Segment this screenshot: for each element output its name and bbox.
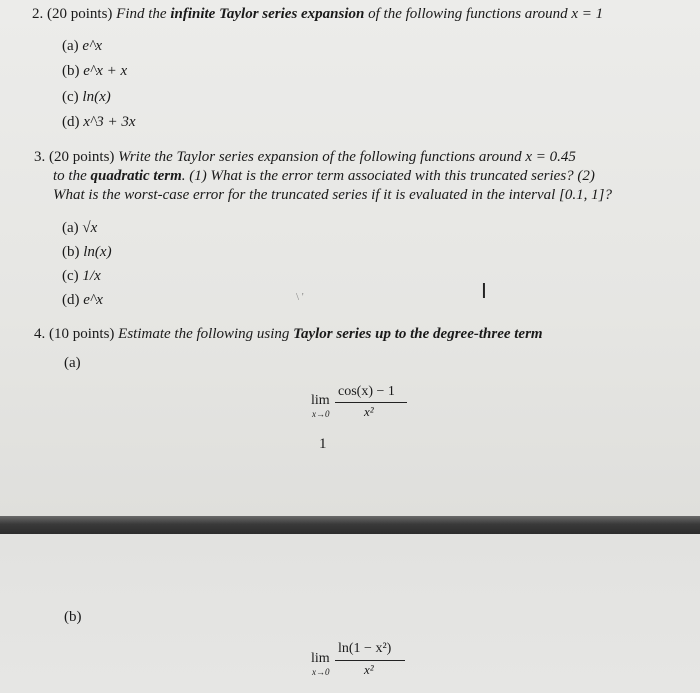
q2-points: (20 points) [47, 6, 113, 22]
q3-number: 3. [34, 149, 46, 165]
item-label: (c) [62, 89, 79, 105]
q3-item-b [62, 244, 112, 261]
q4-bold: Taylor series up to the degree-three term [293, 326, 543, 342]
q2-item-a [62, 38, 102, 55]
q2-text-before: Find the [116, 6, 167, 22]
q3-line2-pre: to the [53, 168, 87, 184]
item-expr: e^x + x [83, 63, 128, 79]
stray-mark-icon: \ ' [296, 291, 304, 303]
item-label: (a) [62, 220, 79, 236]
q2-item-d [62, 114, 136, 131]
item-label: (c) [62, 268, 79, 284]
q4a-numerator [338, 384, 395, 400]
item-expr: x^3 + 3x [83, 114, 136, 130]
item-label: (d) [62, 114, 80, 130]
q3-line2-post: . (1) What is the error term associated with this truncated series? (2) [181, 168, 595, 184]
q4b-denominator: x² [364, 662, 374, 677]
q2-bold: infinite Taylor series expansion [170, 6, 365, 22]
q4-number: 4. [34, 326, 46, 342]
q2-item-c [62, 89, 111, 106]
q4b-fraction-bar [335, 660, 405, 661]
q2-text-after: of the following functions around [368, 6, 568, 22]
q3-line3-text: What is the worst-case error for the truncated series if it is evaluated in the interval [53, 187, 556, 203]
q2-number: 2. [32, 6, 44, 22]
q4a-lim-sub: x→0 [312, 409, 330, 419]
q3-item-d [62, 292, 103, 309]
page-divider [0, 516, 700, 534]
item-expr: e^x [82, 38, 103, 54]
q2-heading [32, 6, 603, 23]
item-expr: e^x [83, 292, 103, 308]
numerator-text: ln(1 − x²) [338, 641, 392, 656]
q3-line1-math: x = 0.45 [525, 149, 576, 165]
item-label: (a) [62, 38, 79, 54]
q4-text-before: Estimate the following using [118, 326, 290, 342]
q4a-answer: 1 [319, 436, 327, 452]
q3-item-c [62, 268, 101, 285]
q4b-lim-sub: x→0 [312, 667, 330, 677]
q4a-denominator: x² [364, 404, 374, 419]
q2-math: x = 1 [571, 6, 604, 22]
q3-line2-bold: quadratic term [90, 168, 182, 184]
q3-line-1 [34, 149, 576, 166]
q3-line3-math: [0.1, 1]? [559, 187, 612, 203]
text-cursor-icon: I [481, 279, 487, 303]
q4b-lim: lim [311, 651, 330, 666]
q2-item-b [62, 63, 127, 80]
q4a-fraction-bar [335, 402, 407, 403]
q4-part-a-label: (a) [64, 355, 81, 371]
item-label: (b) [62, 63, 80, 79]
item-label: (b) [62, 244, 80, 260]
item-expr: 1/x [82, 268, 101, 284]
q3-line-3 [53, 187, 612, 204]
numerator-text: cos(x) − 1 [338, 384, 395, 399]
item-expr: √x [82, 220, 98, 236]
q4a-lim: lim [311, 393, 330, 408]
q3-line1-text: Write the Taylor series expansion of the following functions around [118, 149, 522, 165]
item-expr: ln(x) [83, 244, 112, 260]
q4b-numerator [338, 641, 391, 657]
document-page-bottom [0, 534, 700, 693]
q3-line-2 [53, 168, 595, 185]
item-label: (d) [62, 292, 80, 308]
q4-points: (10 points) [49, 326, 115, 342]
item-expr: ln(x) [82, 89, 111, 105]
q4-heading [34, 326, 543, 343]
q3-points: (20 points) [49, 149, 115, 165]
q4-part-b-label: (b) [64, 609, 82, 625]
q3-item-a [62, 220, 97, 237]
